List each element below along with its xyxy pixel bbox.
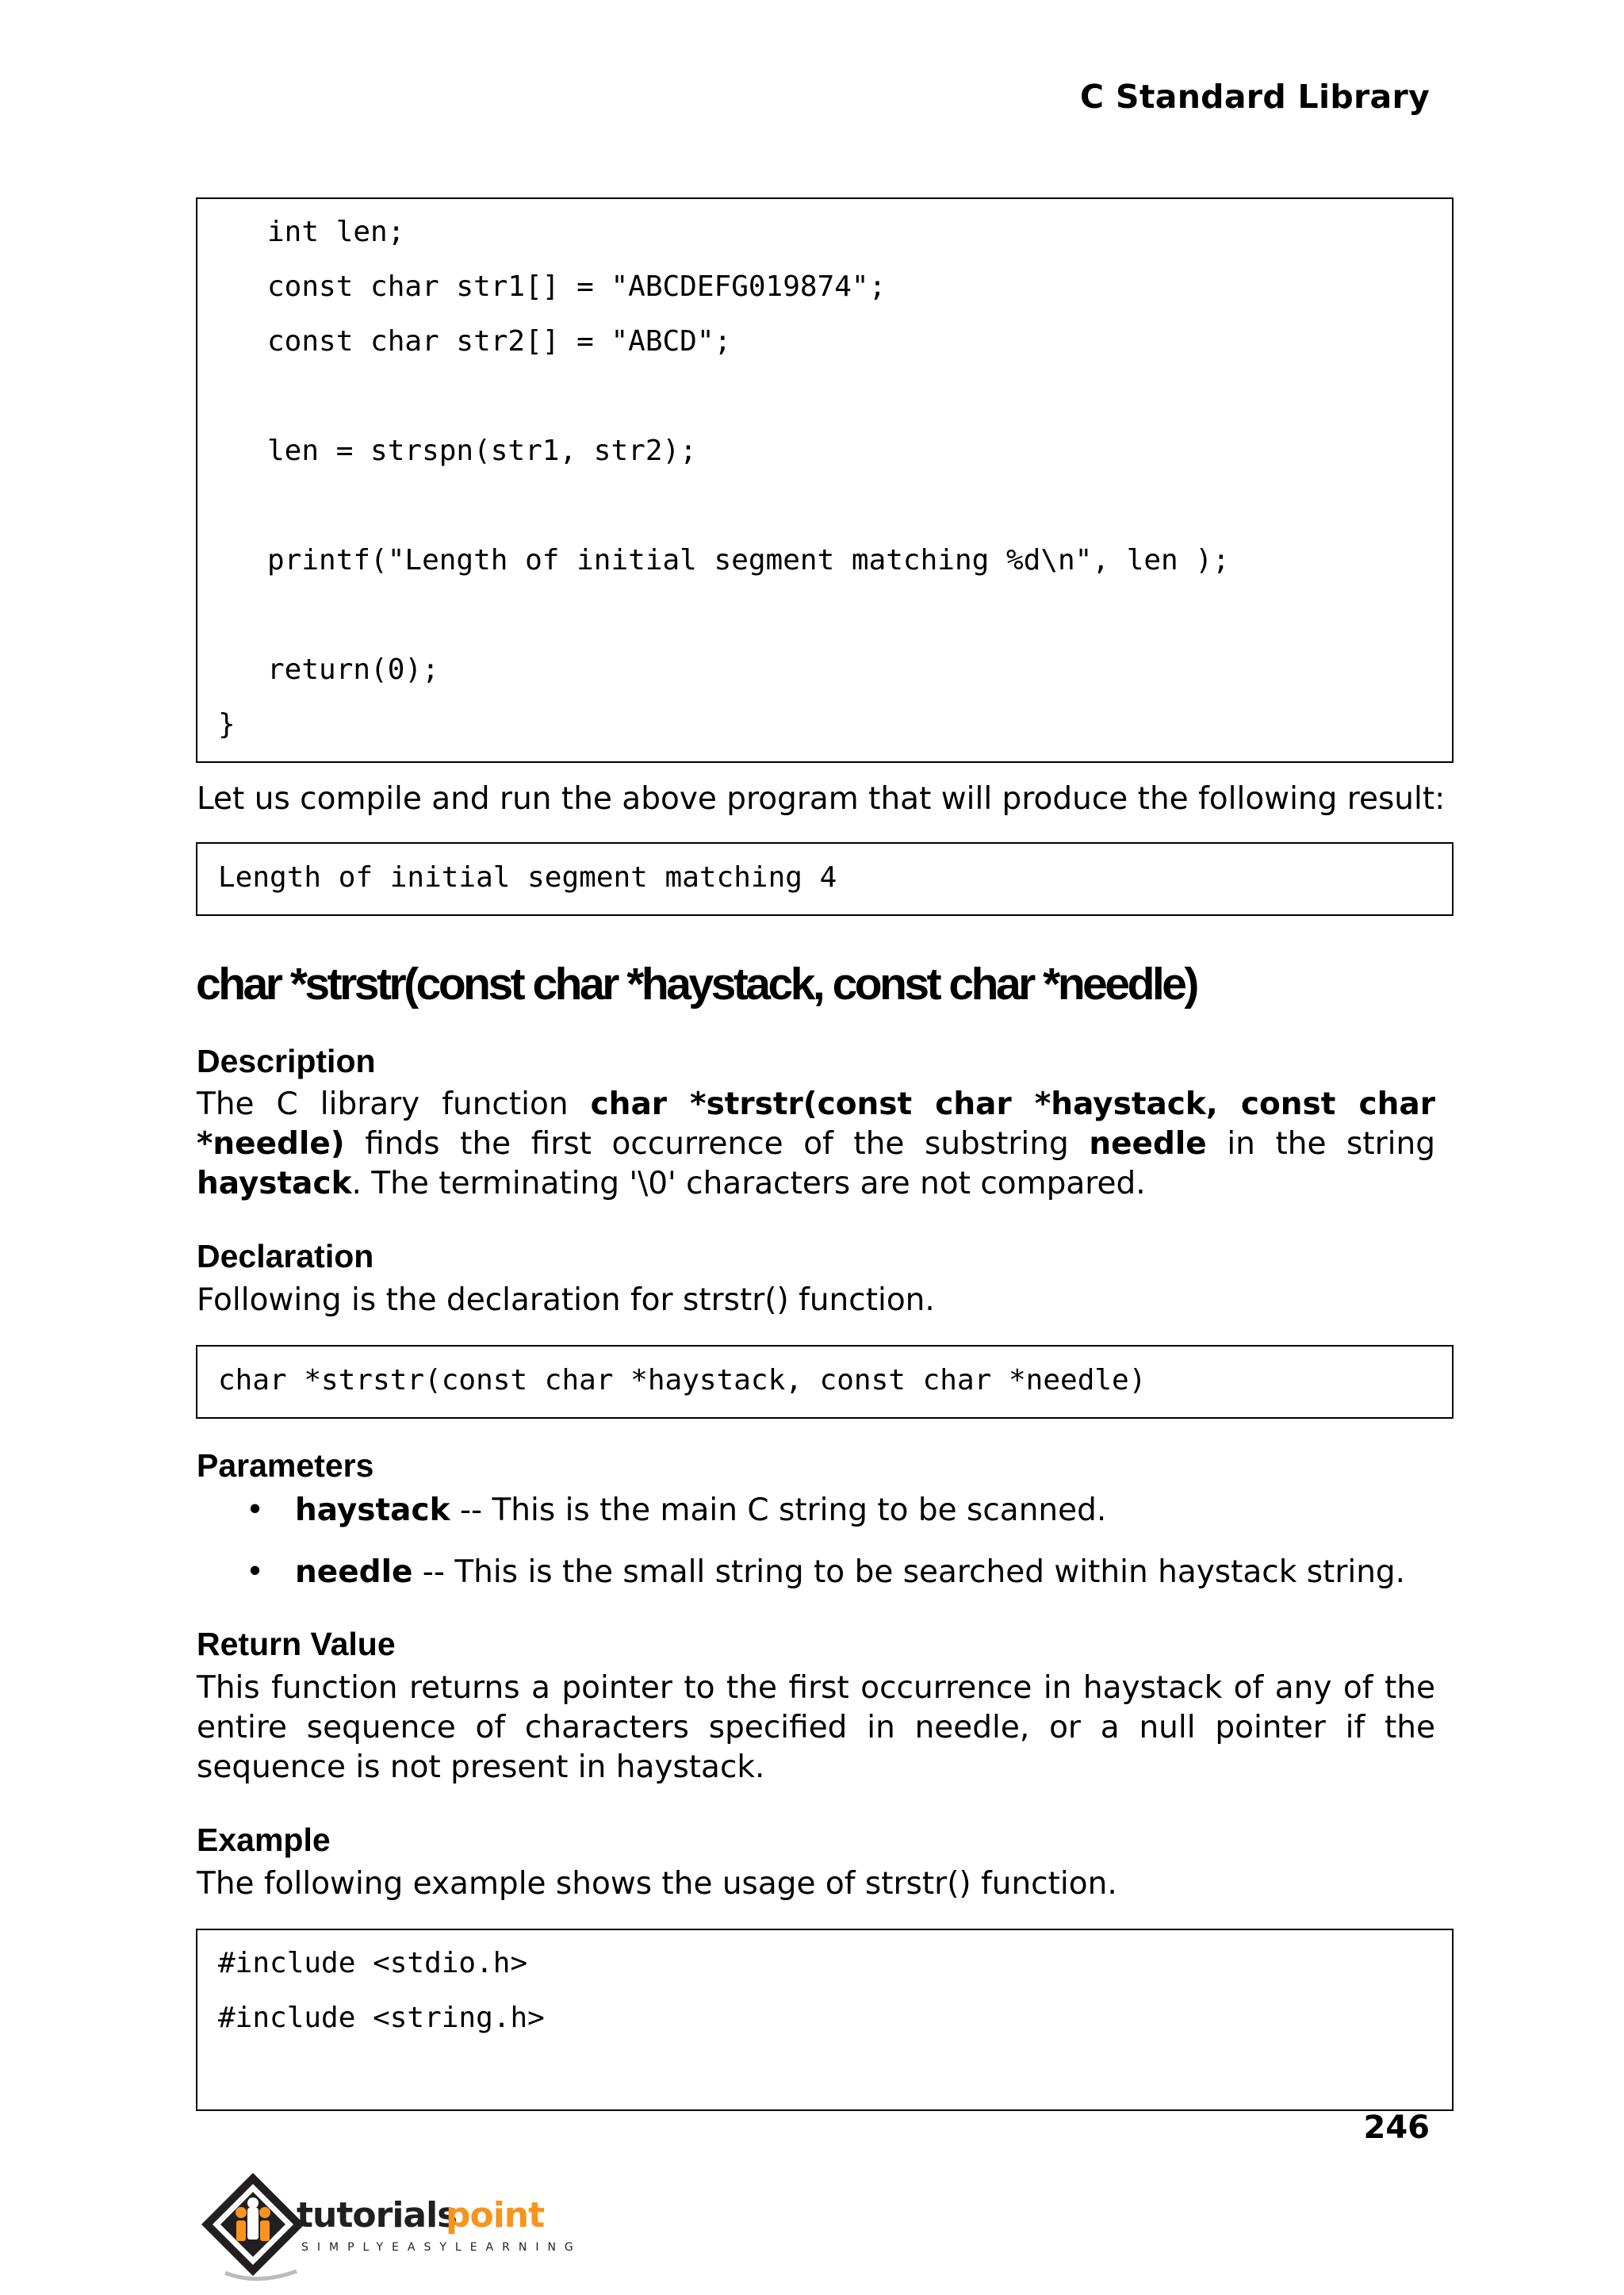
- description-text: finds the first occurrence of the substring: [344, 1126, 1090, 1162]
- bullet-icon: •: [246, 1554, 265, 1590]
- code-line: return(0);: [267, 653, 439, 686]
- declaration-text: Following is the declaration for strstr() function.: [197, 1282, 935, 1318]
- code-line: }: [218, 708, 236, 741]
- description-text: in the string: [1206, 1126, 1435, 1162]
- parameters-heading: Parameters: [197, 1447, 374, 1484]
- code-block-strspn: [196, 197, 1454, 763]
- logo-icon: [193, 2167, 574, 2285]
- parameter-desc: -- This is the small string to be searched within haystack string.: [412, 1554, 1406, 1590]
- description-heading: Description: [197, 1043, 376, 1079]
- description-text: . The terminating '\0' characters are not compared.: [351, 1166, 1146, 1201]
- example-text: The following example shows the usage of strstr() function.: [197, 1866, 1117, 1902]
- result-intro-text: Let us compile and run the above program that will produce the following result:: [197, 781, 1446, 817]
- code-line: const char str2[] = "ABCD";: [267, 325, 732, 358]
- description-paragraph: [197, 1085, 1435, 1204]
- code-line: printf("Length of initial segment matching %d\n", len );: [267, 544, 1230, 577]
- logo-tagline: SIMPLYEASYLEARNING: [301, 2241, 574, 2254]
- bullet-icon: •: [246, 1492, 265, 1528]
- example-code-block: [196, 1929, 1454, 2111]
- return-value-heading: Return Value: [197, 1626, 396, 1662]
- code-line: #include <string.h>: [218, 2002, 545, 2034]
- code-line: const char str1[] = "ABCDEFG019874";: [267, 270, 887, 303]
- function-signature-bold: char *strstr(const char *haystack, const char *needle): [197, 1086, 1435, 1162]
- parameter-name: needle: [295, 1554, 413, 1590]
- needle-bold: needle: [1089, 1126, 1207, 1162]
- parameter-desc: -- This is the main C string to be scanned.: [450, 1492, 1107, 1528]
- example-heading: Example: [197, 1822, 331, 1858]
- declaration-heading: Declaration: [197, 1238, 374, 1274]
- output-block: [196, 842, 1454, 916]
- declaration-code-block: [196, 1345, 1454, 1419]
- haystack-bold: haystack: [197, 1166, 352, 1201]
- parameter-text: [295, 1491, 1106, 1531]
- parameter-text: [295, 1553, 1405, 1592]
- logo-word-tutorials: tutorials: [297, 2195, 458, 2236]
- section-title: char *strstr(const char *haystack, const char *needle): [196, 959, 1197, 1010]
- tutorialspoint-logo: [193, 2167, 574, 2289]
- page-number: 246: [1363, 2109, 1430, 2146]
- code-line: len = strspn(str1, str2);: [267, 435, 697, 467]
- page-header-title: C Standard Library: [1080, 78, 1430, 116]
- code-line: #include <stdio.h>: [218, 1947, 528, 1979]
- parameter-name: haystack: [295, 1492, 450, 1528]
- output-line: Length of initial segment matching 4: [218, 861, 837, 894]
- code-line: int len;: [267, 216, 405, 248]
- return-value-text: This function returns a pointer to the first occurrence in haystack of any of the entire sequence of characters specified in needle, or a null pointer if the sequence is not present in haystack.: [197, 1670, 1435, 1785]
- declaration-code-line: char *strstr(const char *haystack, const char *needle): [218, 1364, 1147, 1397]
- description-text: The C library function: [197, 1086, 591, 1122]
- logo-word-point: point: [446, 2195, 545, 2236]
